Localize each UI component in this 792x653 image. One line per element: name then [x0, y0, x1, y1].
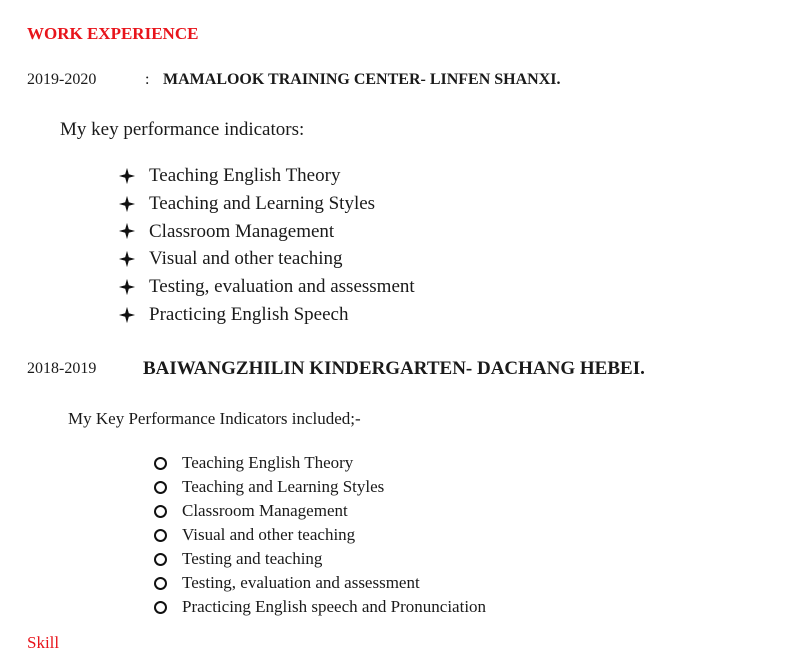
list-item [154, 451, 486, 475]
ring-bullet-icon [154, 529, 167, 542]
ring-bullet-icon [154, 481, 167, 494]
next-section-heading-partial: Skill [27, 633, 60, 652]
job1-company: MAMALOOK TRAINING CENTER- LINFEN SHANXI. [163, 71, 561, 88]
list-item [118, 162, 415, 190]
job2-kpi-list [154, 451, 486, 619]
ring-bullet-icon [154, 601, 167, 614]
list-item [118, 190, 415, 218]
ring-bullet-icon [154, 457, 167, 470]
list-item-label: Testing, evaluation and assessment [182, 573, 420, 592]
list-item-label: Teaching and Learning Styles [149, 192, 376, 214]
job2-company: BAIWANGZHILIN KINDERGARTEN- DACHANG HEBEI. [143, 358, 645, 379]
list-item [154, 547, 486, 571]
list-item-label: Practicing English speech and Pronunciation [182, 597, 487, 616]
four-point-star-icon [118, 195, 136, 213]
list-item [154, 571, 486, 595]
list-item-label: Classroom Management [149, 220, 335, 242]
list-item-label: Visual and other teaching [182, 525, 356, 544]
job2-intro: My Key Performance Indicators included;- [68, 409, 361, 428]
list-item [154, 499, 486, 523]
job1-years: 2019-2020 [27, 71, 97, 88]
job2-years: 2018-2019 [27, 360, 97, 377]
list-item-label: Testing and teaching [182, 549, 323, 568]
four-point-star-icon [118, 278, 136, 296]
job1-intro: My key performance indicators: [60, 119, 305, 140]
list-item-label: Classroom Management [182, 501, 348, 520]
four-point-star-icon [118, 222, 136, 240]
job1-kpi-list [118, 162, 415, 329]
list-item [118, 245, 415, 273]
list-item [154, 475, 486, 499]
list-item-label: Practicing English Speech [149, 303, 349, 325]
list-item [118, 301, 415, 329]
list-item-label: Teaching and Learning Styles [182, 477, 385, 496]
list-item-label: Teaching English Theory [149, 165, 341, 186]
four-point-star-icon [118, 306, 136, 324]
list-item [154, 523, 486, 547]
ring-bullet-icon [154, 577, 167, 590]
four-point-star-icon [118, 167, 136, 185]
list-item-label: Testing, evaluation and assessment [149, 276, 415, 298]
list-item-label: Visual and other teaching [149, 248, 343, 270]
job1-separator: : [145, 71, 150, 88]
list-item [118, 273, 415, 301]
ring-bullet-icon [154, 505, 167, 518]
ring-bullet-icon [154, 553, 167, 566]
section-heading-work-experience: WORK EXPERIENCE [27, 24, 199, 43]
list-item [154, 595, 486, 619]
list-item-label: Teaching English Theory [182, 453, 354, 472]
four-point-star-icon [118, 250, 136, 268]
list-item [118, 218, 415, 246]
